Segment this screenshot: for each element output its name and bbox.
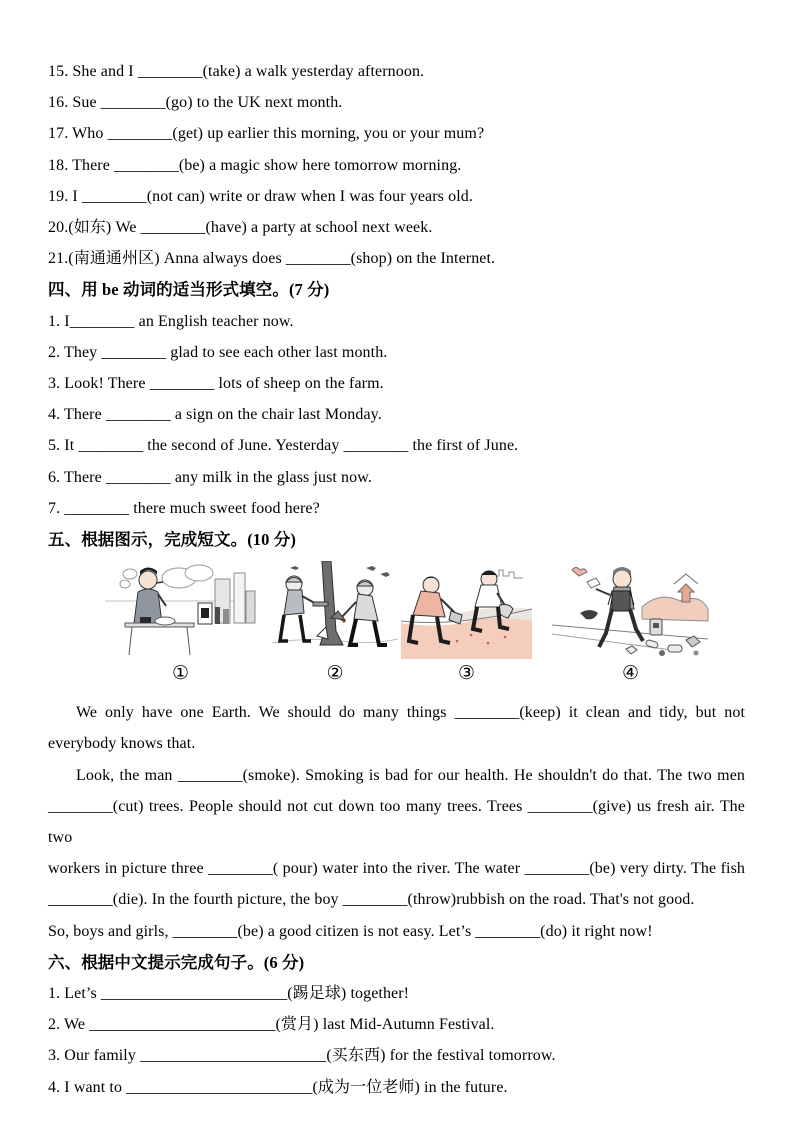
picture-2-cutting-trees	[270, 561, 400, 659]
passage-line-2: everybody knows that.	[48, 735, 196, 753]
question-line-4-6: 6. There ________ any milk in the glass just now.	[48, 468, 372, 486]
question-line-4-5: 5. It ________ the second of June. Yesterday ________ the first of June.	[48, 437, 519, 455]
picture-labels-row	[48, 659, 745, 687]
picture-2-label: ②	[326, 662, 344, 685]
picture-4-label: ④	[621, 662, 640, 685]
question-line-16: 16. Sue ________(go) to the UK next month.	[48, 94, 343, 112]
section-four-questions	[48, 306, 745, 524]
passage-line-3: Look, the man ________(smoke). Smoking is bad for our health. He shouldn't do that. The two men	[76, 766, 745, 784]
cloze-passage	[48, 697, 745, 947]
section-six-questions	[48, 978, 745, 1103]
question-line-17: 17. Who ________(get) up earlier this morning, you or your mum?	[48, 125, 485, 143]
picture-1-label: ①	[171, 662, 190, 685]
question-line-4-4: 4. There ________ a sign on the chair last Monday.	[48, 406, 382, 424]
passage-line-7: So, boys and girls, ________(be) a good citizen is not easy. Let’s ________(do) it right now!	[48, 922, 653, 940]
question-line-21: 21.(南通通州区) Anna always does ________(shop) on the Internet.	[48, 250, 496, 268]
question-line-6-4: 4. I want to _______________________(成为一位老师) in the future.	[48, 1078, 508, 1096]
picture-3-pouring-water	[401, 561, 532, 659]
question-line-4-3: 3. Look! There ________ lots of sheep on the farm.	[48, 375, 384, 393]
question-line-20: 20.(如东) We ________(have) a party at school next week.	[48, 219, 433, 237]
question-line-6-2: 2. We _______________________(赏月) last Mid-Autumn Festival.	[48, 1016, 495, 1034]
question-line-19: 19. I ________(not can) write or draw when I was four years old.	[48, 187, 473, 205]
section-four-heading: 四、用 be 动词的适当形式填空。(7 分)	[48, 280, 330, 300]
question-line-4-2: 2. They ________ glad to see each other last month.	[48, 343, 388, 361]
verb-fill-question-block	[48, 56, 745, 274]
passage-line-5: workers in picture three ________( pour) water into the river. The water ________(be) very dirty. The fish	[48, 860, 745, 878]
picture-3-label: ③	[457, 662, 476, 685]
picture-4-throwing-rubbish	[550, 561, 711, 659]
picture-1-smoking-man	[103, 561, 258, 659]
passage-line-4: ________(cut) trees. People should not cut down too many trees. Trees ________(give) us fresh air. The two	[48, 797, 745, 847]
passage-line-1: We only have one Earth. We should do many things ________(keep) it clean and tidy, but not	[76, 704, 745, 722]
question-line-18: 18. There ________(be) a magic show here tomorrow morning.	[48, 156, 462, 174]
question-line-6-3: 3. Our family _______________________(买东西) for the festival tomorrow.	[48, 1047, 556, 1065]
question-line-6-1: 1. Let’s _______________________(踢足球) together!	[48, 985, 410, 1003]
section-six-heading: 六、根据中文提示完成句子。(6 分)	[48, 952, 305, 972]
section-five-heading: 五、根据图示，完成短文。(10 分)	[48, 530, 296, 550]
pictures-row	[48, 561, 745, 659]
question-line-4-1: 1. I________ an English teacher now.	[48, 312, 294, 330]
passage-line-6: ________(die). In the fourth picture, the boy ________(throw)rubbish on the road. That's not good.	[48, 891, 695, 909]
question-line-15: 15. She and I ________(take) a walk yesterday afternoon.	[48, 63, 425, 80]
question-line-4-7: 7. ________ there much sweet food here?	[48, 499, 320, 517]
